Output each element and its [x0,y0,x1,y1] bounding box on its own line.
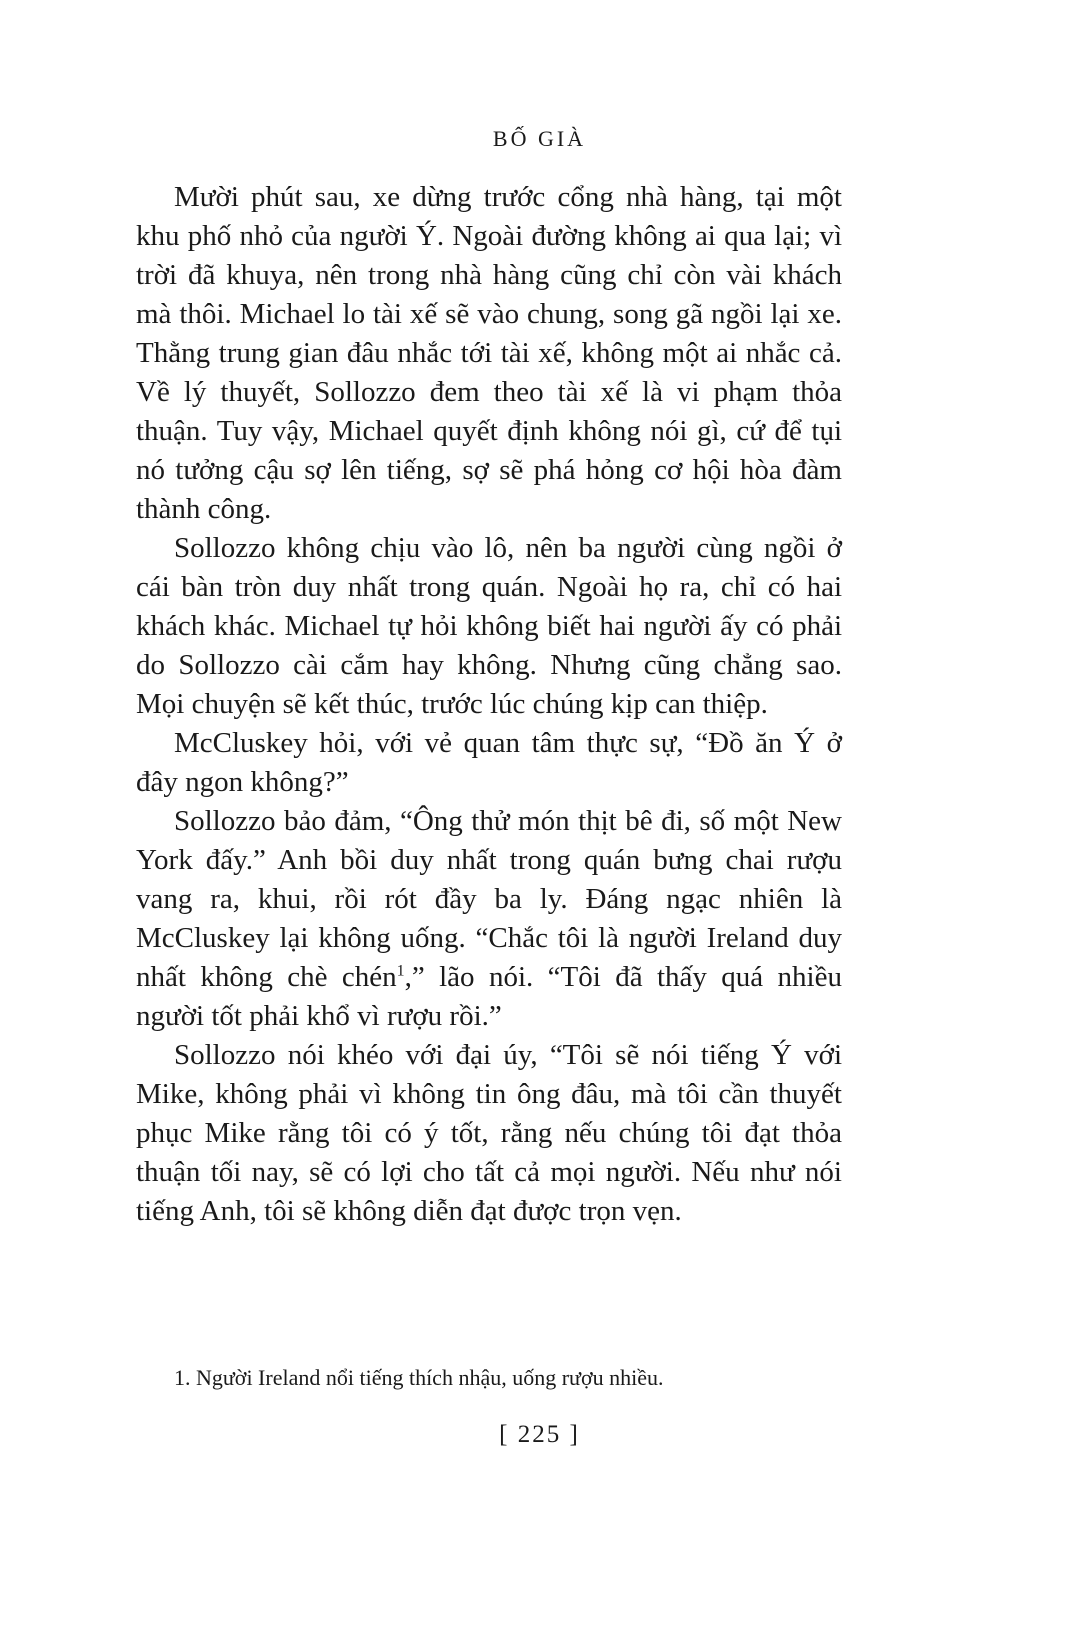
paragraph: Mười phút sau, xe dừng trước cổng nhà hàng, tại một khu phố nhỏ của người Ý. Ngoài đường không ai qua lại; vì trời đã khuya, nên trong nhà hàng cũng chỉ còn vài khách mà thôi. Michael lo tài xế sẽ vào chung, song gã ngồi lại xe. Thằng trung gian đâu nhắc tới tài xế, không một ai nhắc cả. Về lý thuyết, Sollozzo đem theo tài xế là vi phạm thỏa thuận. Tuy vậy, Michael quyết định không nói gì, cứ để tụi nó tưởng cậu sợ lên tiếng, sợ sẽ phá hỏng cơ hội hòa đàm thành công. [136,181,842,525]
page-number: [ 225 ] [499,1421,580,1448]
footnote: 1. Người Ireland nổi tiếng thích nhậu, uống rượu nhiều. [174,1365,664,1390]
paragraph-text: Sollozzo bảo đảm, “Ông thử món thịt bê đi, số một New York đấy.” Anh bồi duy nhất trong quán bưng chai rượu vang ra, khui, rồi rót đầy ba ly. Đáng ngạc nhiên là McCluskey lại không uống. “Chắc tôi là người Ireland duy nhất không chè chén [136,805,842,993]
paragraph: Sollozzo không chịu vào lô, nên ba người cùng ngồi ở cái bàn tròn duy nhất trong quán. Ngoài họ ra, chỉ có hai khách khác. Michael tự hỏi không biết hai người ấy có phải do Sollozzo cài cắm hay không. Nhưng cũng chẳng sao. Mọi chuyện sẽ kết thúc, trước lúc chúng kịp can thiệp. [136,532,842,720]
body-text [136,178,842,1231]
running-title: BỐ GIÀ [492,126,587,151]
paragraph-with-footnote [136,802,842,1036]
footnote-marker: 1 [396,962,405,980]
paragraph: McCluskey hỏi, với vẻ quan tâm thực sự, “Đồ ăn Ý ở đây ngon không?” [136,727,842,798]
paragraph: Sollozzo nói khéo với đại úy, “Tôi sẽ nói tiếng Ý với Mike, không phải vì không tin ông đâu, mà tôi cần thuyết phục Mike rằng tôi có ý tốt, rằng nếu chúng tôi đạt thỏa thuận tối nay, sẽ có lợi cho tất cả mọi người. Nếu như nói tiếng Anh, tôi sẽ không diễn đạt được trọn vẹn. [136,1039,842,1227]
paragraph-text: ,” lão nói. “Tôi đã thấy quá nhiều người tốt phải khổ vì rượu rồi.” [136,961,842,1032]
